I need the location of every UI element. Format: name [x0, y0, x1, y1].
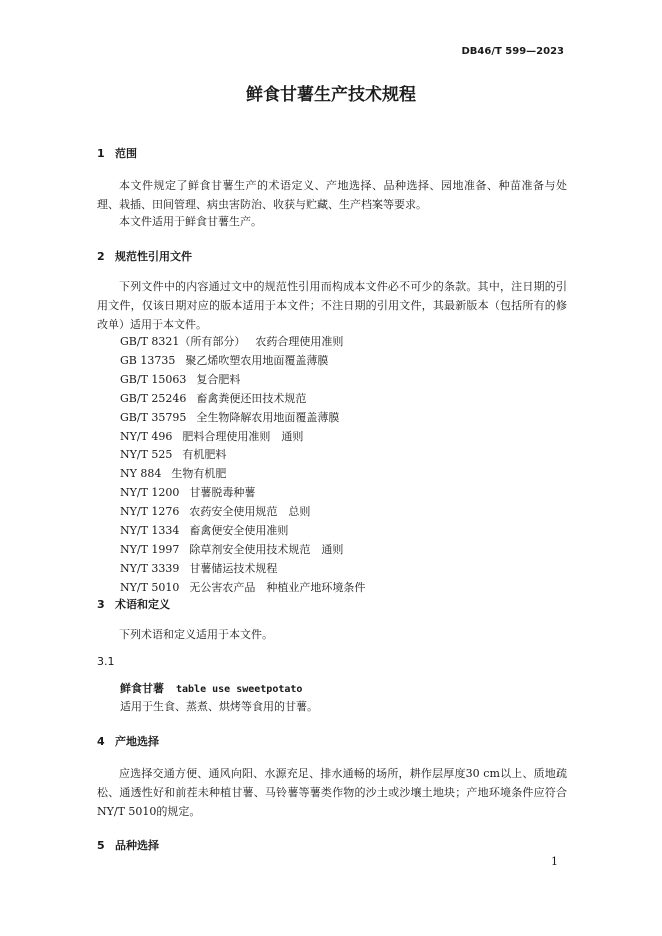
section-title: 产地选择: [115, 735, 159, 748]
section-number: 3: [97, 598, 105, 611]
reference-item: [120, 390, 365, 409]
reference-title: 畜禽便安全使用准则: [189, 524, 289, 538]
reference-title: 除草剂安全使用技术规范 通则: [189, 542, 344, 556]
reference-item: [120, 428, 365, 447]
reference-item: [120, 484, 365, 503]
reference-item: [120, 446, 365, 465]
reference-code: NY/T 1334: [120, 524, 180, 538]
reference-code: NY/T 1997: [120, 542, 180, 556]
section-2-heading: [97, 248, 192, 264]
document-title: 鲜食甘薯生产技术规程: [246, 85, 416, 105]
scope-paragraph: 本文件规定了鲜食甘薯生产的术语定义、产地选择、品种选择、园地准备、种苗准备与处理、栽插、田间管理、病虫害防治、收获与贮藏、生产档案等要求。: [97, 179, 567, 211]
reference-item: [120, 560, 365, 579]
references-paragraph: 下列文件中的内容通过文中的规范性引用而构成本文件必不可少的条款。其中，注日期的引用文件，仅该日期对应的版本适用于本文件；不注日期的引用文件，其最新版本（包括所有的修改单）适用于本文件。: [97, 280, 567, 331]
term-english: table use sweetpotato: [176, 684, 303, 695]
reference-title: 聚乙烯吹塑农用地面覆盖薄膜: [185, 353, 329, 367]
reference-title: 肥料合理使用准则 通则: [182, 429, 304, 443]
reference-code: NY/T 3339: [120, 561, 180, 575]
page-number: 1: [551, 855, 558, 868]
reference-code: NY/T 496: [120, 429, 173, 443]
reference-title: 生物有机肥: [171, 467, 227, 481]
reference-code: GB/T 35795: [120, 410, 187, 424]
reference-item: [120, 409, 365, 428]
section-number: 1: [97, 147, 105, 160]
section-title: 范围: [115, 147, 137, 160]
section-title: 品种选择: [115, 839, 159, 852]
reference-code: GB 13735: [120, 353, 176, 367]
reference-title: 甘薯脱毒种薯: [189, 486, 256, 500]
term-definition: 适用于生食、蒸煮、烘烤等食用的甘薯。: [120, 700, 318, 713]
reference-title: 甘薯储运技术规程: [189, 561, 278, 575]
reference-code: GB/T 15063: [120, 372, 187, 386]
reference-item: [120, 503, 365, 522]
reference-code: GB/T 25246: [120, 391, 187, 405]
section-title: 规范性引用文件: [115, 250, 192, 263]
reference-title: 农药合理使用准则: [255, 335, 344, 348]
reference-code: NY/T 1276: [120, 505, 180, 519]
terms-paragraph: 下列术语和定义适用于本文件。: [119, 628, 273, 641]
reference-title: 有机肥料: [182, 448, 227, 462]
reference-code: GB/T 8321（所有部分）: [120, 335, 246, 348]
reference-item: [120, 333, 365, 352]
section-number: 4: [97, 735, 105, 748]
section-title: 术语和定义: [115, 598, 170, 611]
reference-code: NY 884: [120, 467, 162, 481]
scope-applicability: 本文件适用于鲜食甘薯生产。: [119, 215, 262, 228]
reference-code: NY/T 5010: [120, 580, 180, 594]
reference-title: 畜禽粪便还田技术规范: [196, 391, 307, 405]
reference-title: 全生物降解农用地面覆盖薄膜: [196, 410, 340, 424]
reference-item: [120, 522, 365, 541]
reference-item: [120, 371, 365, 390]
reference-list: [120, 333, 365, 598]
document-id: DB46/T 599—2023: [461, 46, 564, 57]
section-5-heading: [97, 837, 159, 853]
section-4-heading: [97, 733, 159, 749]
reference-item: [120, 541, 365, 560]
section-3-heading: [97, 596, 170, 612]
term-entry: [120, 680, 302, 696]
section-1-heading: [97, 145, 137, 161]
reference-code: NY/T 1200: [120, 486, 180, 500]
reference-title: 无公害农产品 种植业产地环境条件: [189, 580, 366, 594]
section-number: 2: [97, 250, 105, 263]
site-selection-paragraph: 应选择交通方便、通风向阳、水源充足、排水通畅的场所，耕作层厚度30 cm以上、质地疏松、通透性好和前茬未种植甘薯、马铃薯等薯类作物的沙土或沙壤土地块；产地环境条件应符合NY/T 5010的规定。: [97, 767, 567, 818]
reference-item: [120, 352, 365, 371]
reference-title: 农药安全使用规范 总则: [189, 505, 311, 519]
section-number: 5: [97, 839, 105, 852]
term-chinese: 鲜食甘薯: [120, 682, 164, 695]
reference-title: 复合肥料: [196, 372, 241, 386]
term-number: 3.1: [97, 655, 115, 668]
reference-code: NY/T 525: [120, 448, 173, 462]
reference-item: [120, 579, 365, 598]
reference-item: [120, 465, 365, 484]
